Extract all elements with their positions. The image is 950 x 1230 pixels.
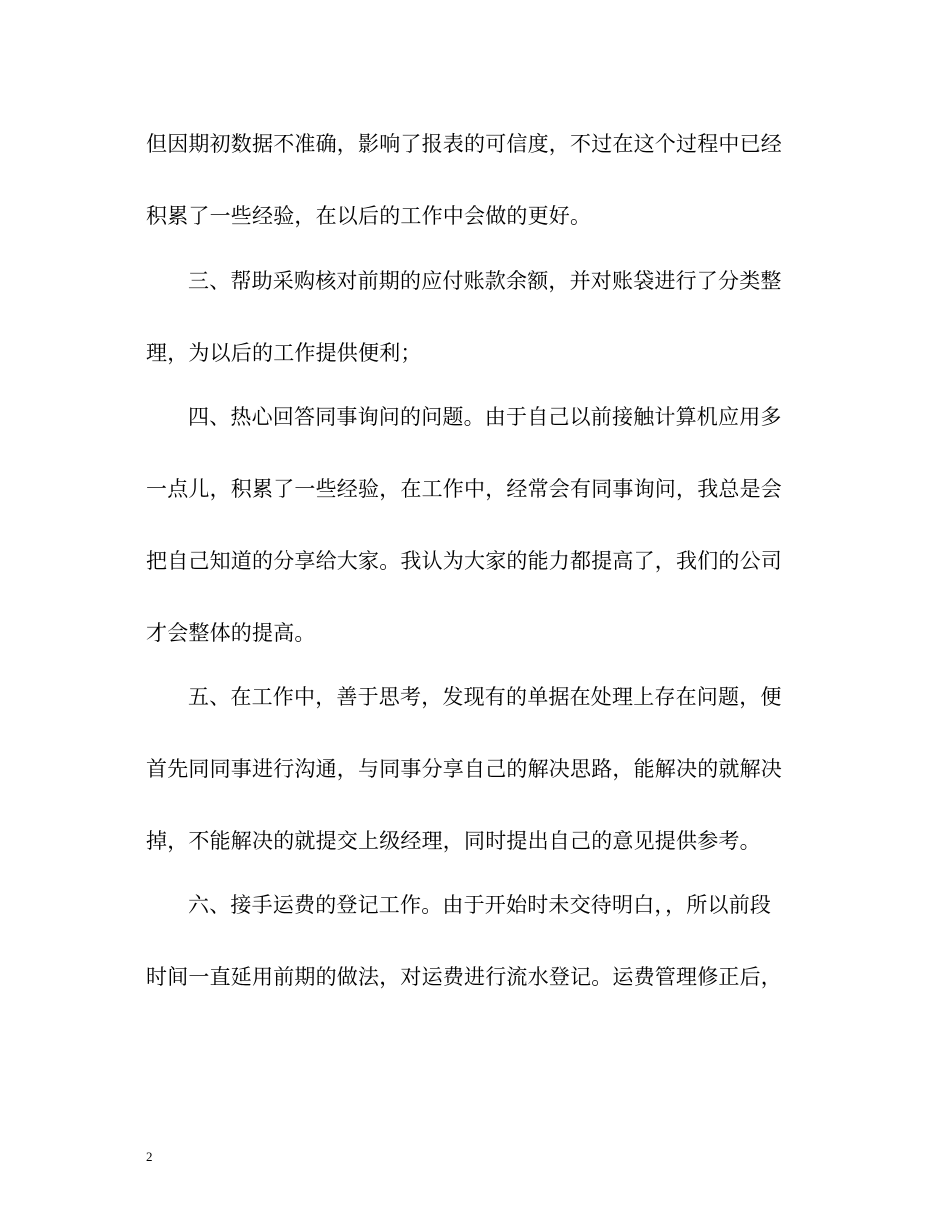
text-line: 掉，不能解决的就提交上级经理，同时提出自己的意见提供参考。 bbox=[146, 829, 761, 853]
text-line: 才会整体的提高。 bbox=[146, 621, 316, 645]
text-line: 五、在工作中，善于思考，发现有的单据在处理上存在问题，便 bbox=[188, 685, 782, 709]
text-line: 四、热心回答同事询问的问题。由于自己以前接触计算机应用多 bbox=[188, 405, 782, 429]
text-line: 把自己知道的分享给大家。我认为大家的能力都提高了，我们的公司 bbox=[146, 549, 782, 573]
text-line: 三、帮助采购核对前期的应付账款余额，并对账袋进行了分类整 bbox=[188, 269, 782, 293]
text-line: 积累了一些经验，在以后的工作中会做的更好。 bbox=[146, 204, 592, 228]
text-line: 首先同同事进行沟通，与同事分享自己的解决思路，能解决的就解决 bbox=[146, 757, 782, 781]
text-line: 一点儿，积累了一些经验，在工作中，经常会有同事询问，我总是会 bbox=[146, 477, 782, 501]
text-line: 六、接手运费的登记工作。由于开始时未交待明白，，所以前段 bbox=[188, 893, 772, 917]
page-number: 2 bbox=[146, 1149, 153, 1164]
text-line: 但因期初数据不准确，影响了报表的可信度，不过在这个过程中已经 bbox=[146, 132, 782, 156]
text-line: 时间一直延用前期的做法，对运费进行流水登记。运费管理修正后， bbox=[146, 965, 782, 989]
text-line: 理，为以后的工作提供便利； bbox=[146, 341, 422, 365]
